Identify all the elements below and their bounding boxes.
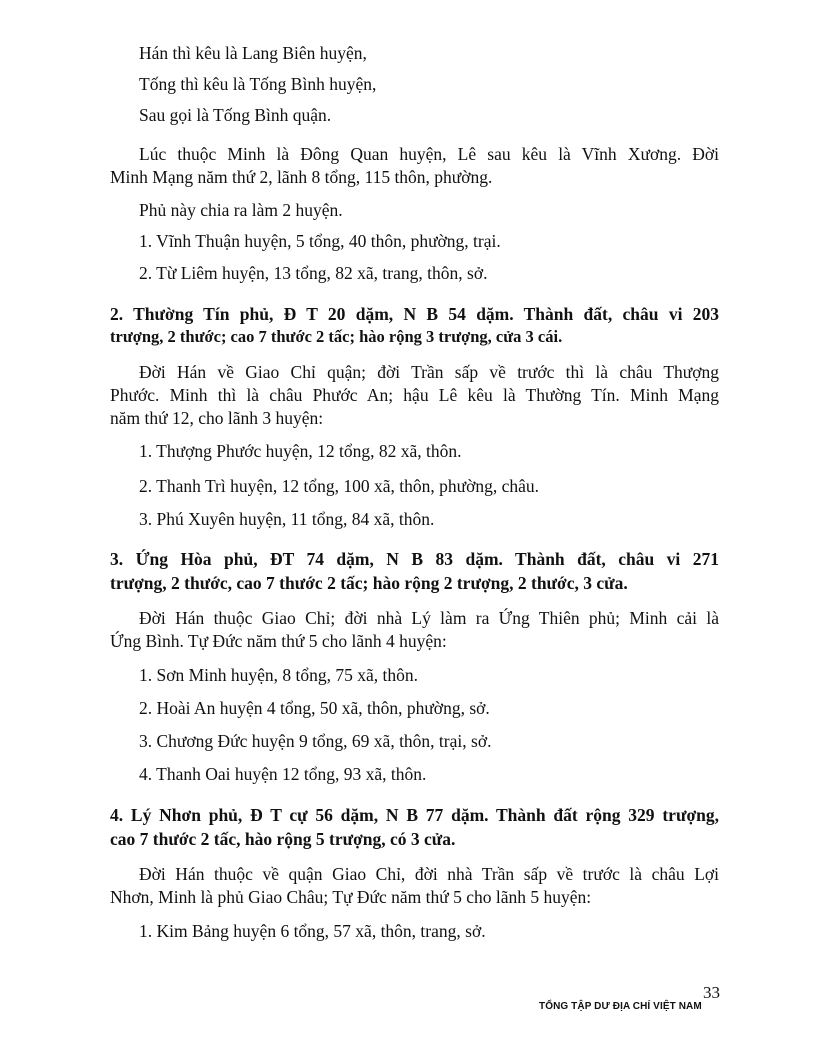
paragraph-line: Ứng Bình. Tự Đức năm thứ 5 cho lãnh 4 huyện: (110, 631, 447, 651)
paragraph-line: Đời Hán thuộc về quận Giao Chỉ, đời nhà Trần sấp về trước là châu Lợi (139, 864, 719, 884)
verse-line: Hán thì kêu là Lang Biên huyện, (139, 43, 367, 63)
paragraph-line: Phước. Minh thì là châu Phước An; hậu Lê kêu là Thường Tín. Minh Mạng (110, 385, 719, 405)
book-title-footer: TỔNG TẬP DƯ ĐỊA CHÍ VIỆT NAM (539, 1001, 702, 1012)
paragraph-line: Lúc thuộc Minh là Đông Quan huyện, Lê sau kêu là Vĩnh Xương. Đời (139, 144, 719, 164)
section-heading: cao 7 thước 2 tấc, hào rộng 5 trượng, có 3 cửa. (110, 829, 456, 849)
division-note: Phủ này chia ra làm 2 huyện. (139, 200, 343, 220)
list-item: 1. Thượng Phước huyện, 12 tổng, 82 xã, thôn. (139, 441, 462, 461)
section-heading: 4. Lý Nhơn phủ, Đ T cự 56 dặm, N B 77 dặm. Thành đất rộng 329 trượng, (110, 805, 719, 825)
section-heading: 2. Thường Tín phủ, Đ T 20 dặm, N B 54 dặm. Thành đất, châu vi 203 (110, 304, 719, 324)
paragraph-line: năm thứ 12, cho lãnh 3 huyện: (110, 408, 324, 428)
list-item: 1. Sơn Minh huyện, 8 tổng, 75 xã, thôn. (139, 665, 419, 685)
verse-line: Sau gọi là Tống Bình quận. (139, 105, 332, 125)
paragraph-line: Nhơn, Minh là phủ Giao Châu; Tự Đức năm thứ 5 cho lãnh 5 huyện: (110, 887, 592, 907)
list-item: 3. Chương Đức huyện 9 tổng, 69 xã, thôn, trại, sở. (139, 731, 492, 751)
list-item: 3. Phú Xuyên huyện, 11 tổng, 84 xã, thôn. (139, 509, 435, 529)
list-item: 2. Hoài An huyện 4 tổng, 50 xã, thôn, phường, sở. (139, 698, 490, 718)
list-item: 4. Thanh Oai huyện 12 tổng, 93 xã, thôn. (139, 764, 427, 784)
verse-line: Tống thì kêu là Tống Bình huyện, (139, 74, 377, 94)
paragraph-line: Đời Hán về Giao Chỉ quận; đời Trần sấp về trước thì là châu Thượng (139, 362, 719, 382)
list-item: 1. Kim Bảng huyện 6 tổng, 57 xã, thôn, trang, sở. (139, 921, 486, 941)
paragraph-line: Đời Hán thuộc Giao Chỉ; đời nhà Lý làm ra Ứng Thiên phủ; Minh cải là (139, 608, 719, 628)
list-item: 2. Thanh Trì huyện, 12 tổng, 100 xã, thôn, phường, châu. (139, 476, 539, 496)
section-heading: 3. Ứng Hòa phủ, ĐT 74 dặm, N B 83 dặm. Thành đất, châu vi 271 (110, 549, 719, 569)
page-number: 33 (703, 983, 720, 1002)
list-item: 2. Từ Liêm huyện, 13 tổng, 82 xã, trang, thôn, sở. (139, 263, 488, 283)
section-heading: trượng, 2 thước, cao 7 thước 2 tấc; hào rộng 2 trượng, 2 thước, 3 cửa. (110, 573, 628, 593)
paragraph-line: Minh Mạng năm thứ 2, lãnh 8 tổng, 115 thôn, phường. (110, 167, 493, 187)
section-heading: trượng, 2 thước; cao 7 thước 2 tấc; hào rộng 3 trượng, cửa 3 cái. (110, 327, 563, 346)
list-item: 1. Vĩnh Thuận huyện, 5 tổng, 40 thôn, phường, trại. (139, 231, 501, 251)
